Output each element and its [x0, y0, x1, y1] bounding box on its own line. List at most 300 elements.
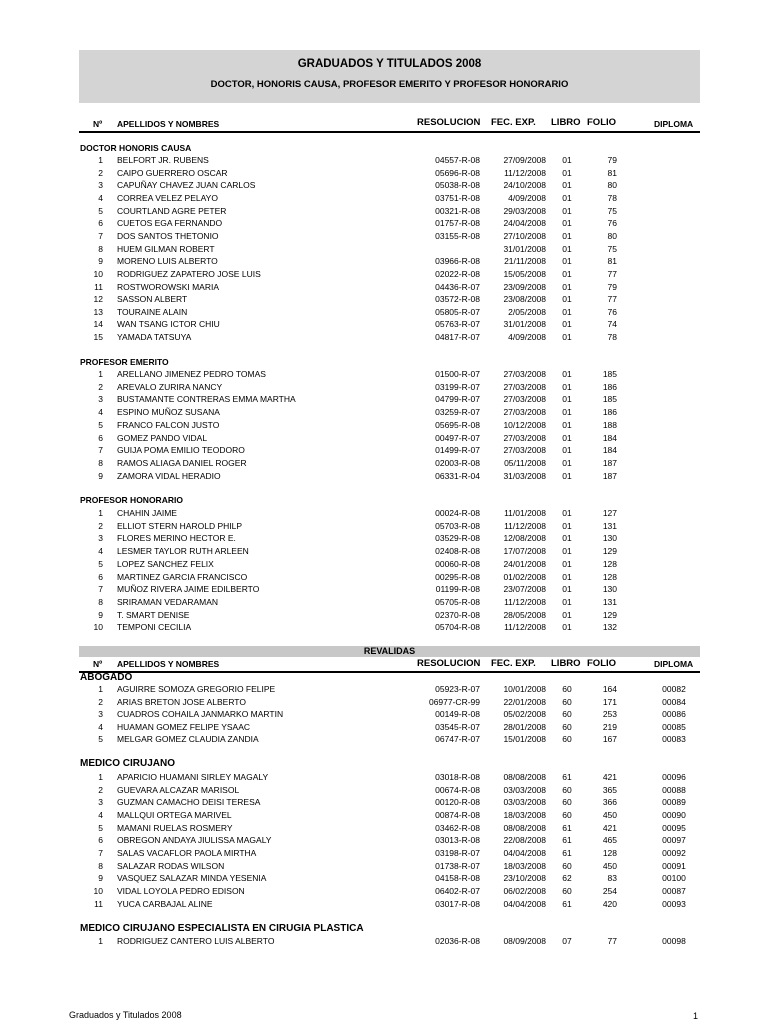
row-name: COURTLAND AGRE PETER	[117, 205, 227, 216]
row-name: CAIPO GUERRERO OSCAR	[117, 167, 228, 178]
row-diploma: 00097	[662, 835, 686, 846]
row-date: 23/08/2008	[503, 294, 546, 305]
row-resolution: 00321-R-08	[435, 205, 480, 216]
row-number: 2	[98, 696, 103, 707]
row-folio: 253	[602, 709, 617, 720]
section-heading: MEDICO CIRUJANO ESPECIALISTA EN CIRUGIA PLASTICA	[80, 923, 364, 934]
row-resolution: 03751-R-08	[435, 192, 480, 203]
row-book: 01	[562, 432, 572, 443]
row-name: RAMOS ALIAGA DANIEL ROGER	[117, 457, 247, 468]
col-diploma: DIPLOMA	[654, 659, 694, 669]
row-book: 01	[562, 520, 572, 531]
row-date: 27/03/2008	[503, 394, 546, 405]
row-diploma: 00092	[662, 847, 686, 858]
row-name: CHAHIN JAIME	[117, 508, 177, 518]
row-date: 01/02/2008	[503, 571, 546, 582]
table-row	[79, 610, 700, 622]
row-folio: 77	[607, 936, 617, 946]
col-book: LIBRO	[551, 658, 581, 669]
row-resolution: 05703-R-08	[435, 520, 480, 531]
row-date: 06/02/2008	[503, 885, 546, 896]
row-name: AGUIRRE SOMOZA GREGORIO FELIPE	[117, 684, 276, 694]
row-folio: 184	[602, 445, 617, 456]
row-folio: 186	[602, 381, 617, 392]
row-number: 8	[98, 860, 103, 871]
row-diploma: 00098	[662, 936, 686, 946]
row-folio: 219	[602, 721, 617, 732]
row-folio: 130	[602, 533, 617, 544]
row-resolution: 05805-R-07	[435, 306, 480, 317]
row-book: 60	[562, 721, 572, 732]
row-folio: 421	[602, 822, 617, 833]
row-date: 18/03/2008	[503, 860, 546, 871]
row-book: 01	[562, 319, 572, 330]
row-resolution: 05923-R-07	[435, 684, 480, 694]
table-row	[79, 597, 700, 609]
row-number: 5	[98, 558, 103, 569]
row-book: 01	[562, 470, 572, 481]
row-folio: 365	[602, 784, 617, 795]
row-number: 9	[98, 609, 103, 620]
row-name: CUADROS COHAILA JANMARKO MARTIN	[117, 709, 284, 720]
row-name: ARIAS BRETON JOSE ALBERTO	[117, 696, 246, 707]
row-book: 61	[562, 822, 572, 833]
row-book: 01	[562, 192, 572, 203]
row-name: RODRIGUEZ CANTERO LUIS ALBERTO	[117, 936, 275, 946]
row-name: TOURAINE ALAIN	[117, 306, 188, 317]
row-folio: 185	[602, 369, 617, 379]
row-number: 10	[93, 622, 103, 633]
row-number: 4	[98, 407, 103, 418]
row-date: 05/02/2008	[503, 709, 546, 720]
row-date: 22/01/2008	[503, 696, 546, 707]
row-number: 11	[94, 898, 103, 909]
col-folio: FOLIO	[587, 658, 617, 669]
table-row	[79, 709, 700, 721]
row-folio: 132	[602, 622, 617, 633]
row-resolution: 04436-R-07	[435, 281, 480, 292]
row-date: 15/01/2008	[503, 734, 546, 745]
table-row	[79, 332, 700, 344]
row-number: 10	[93, 268, 103, 279]
row-date: 11/12/2008	[504, 520, 546, 531]
row-book: 60	[562, 784, 572, 795]
row-date: 04/04/2008	[503, 898, 546, 909]
table-row	[79, 899, 700, 911]
row-resolution: 03155-R-08	[435, 230, 480, 241]
table-row	[79, 785, 700, 797]
row-diploma: 00085	[662, 721, 686, 732]
row-name: GUZMAN CAMACHO DEISI TERESA	[117, 797, 261, 808]
row-book: 01	[562, 546, 572, 557]
row-book: 01	[562, 155, 572, 165]
row-date: 11/01/2008	[504, 508, 546, 518]
row-resolution: 00497-R-07	[435, 432, 480, 443]
row-number: 9	[98, 256, 103, 267]
row-book: 07	[562, 936, 572, 946]
row-book: 01	[562, 332, 572, 343]
row-date: 24/01/2008	[503, 558, 546, 569]
table-row	[79, 797, 700, 809]
row-folio: 78	[607, 192, 617, 203]
row-resolution: 03198-R-07	[435, 847, 480, 858]
row-resolution: 06331-R-04	[435, 470, 480, 481]
row-number: 3	[98, 180, 103, 191]
row-folio: 366	[602, 797, 617, 808]
row-resolution: 03018-R-08	[435, 772, 480, 782]
row-resolution: 02036-R-08	[435, 936, 480, 946]
table-row	[79, 382, 700, 394]
row-book: 01	[562, 394, 572, 405]
row-number: 2	[98, 784, 103, 795]
table-row	[79, 861, 700, 873]
row-number: 1	[98, 684, 103, 694]
row-date: 24/10/2008	[503, 180, 546, 191]
row-folio: 76	[607, 306, 617, 317]
row-resolution: 05695-R-08	[435, 419, 480, 430]
row-name: FLORES MERINO HECTOR E.	[117, 533, 236, 544]
col-folio: FOLIO	[587, 117, 617, 128]
row-folio: 188	[602, 419, 617, 430]
row-resolution: 04817-R-07	[435, 332, 480, 343]
table-row	[79, 180, 700, 192]
row-name: LOPEZ SANCHEZ FELIX	[117, 558, 214, 569]
row-resolution: 00149-R-08	[435, 709, 480, 720]
row-folio: 167	[602, 734, 617, 745]
row-resolution: 04158-R-08	[435, 873, 480, 884]
row-date: 27/03/2008	[503, 432, 546, 443]
row-number: 3	[98, 533, 103, 544]
row-folio: 450	[602, 860, 617, 871]
row-book: 01	[562, 180, 572, 191]
row-book: 60	[562, 797, 572, 808]
row-folio: 254	[602, 885, 617, 896]
row-folio: 129	[602, 546, 617, 557]
table-row	[79, 722, 700, 734]
row-number: 2	[98, 381, 103, 392]
row-resolution: 05038-R-08	[435, 180, 480, 191]
row-folio: 128	[602, 847, 617, 858]
row-number: 10	[93, 885, 103, 896]
section-heading: MEDICO CIRUJANO	[80, 758, 176, 769]
row-resolution: 03462-R-08	[435, 822, 480, 833]
title-banner	[79, 50, 700, 103]
row-folio: 79	[607, 155, 617, 165]
section-heading: PROFESOR EMERITO	[80, 357, 169, 367]
row-name: FRANCO FALCON JUSTO	[117, 419, 220, 430]
row-resolution: 05763-R-07	[435, 319, 480, 330]
row-folio: 83	[607, 873, 617, 884]
row-date: 03/03/2008	[503, 784, 546, 795]
table-row	[79, 936, 700, 948]
row-diploma: 00089	[662, 797, 686, 808]
row-diploma: 00082	[662, 684, 686, 694]
row-number: 6	[98, 432, 103, 443]
row-number: 4	[98, 721, 103, 732]
table-row	[79, 445, 700, 457]
row-folio: 74	[607, 319, 617, 330]
row-date: 23/09/2008	[503, 281, 546, 292]
row-date: 28/05/2008	[503, 609, 546, 620]
row-diploma: 00083	[662, 734, 686, 745]
table-row	[79, 458, 700, 470]
row-book: 01	[562, 457, 572, 468]
table-row	[79, 572, 700, 584]
row-book: 62	[562, 873, 572, 884]
row-number: 9	[98, 470, 103, 481]
column-header-revalidas	[79, 658, 700, 672]
row-folio: 76	[607, 218, 617, 229]
row-name: SALAZAR RODAS WILSON	[117, 860, 225, 871]
row-book: 60	[562, 885, 572, 896]
row-name: CORREA VELEZ PELAYO	[117, 192, 218, 203]
row-resolution: 01738-R-07	[435, 860, 480, 871]
row-date: 27/03/2008	[503, 407, 546, 418]
row-diploma: 00087	[662, 885, 686, 896]
row-number: 8	[98, 243, 103, 254]
header-rule-revalidas	[79, 671, 700, 673]
table-row	[79, 508, 700, 520]
row-date: 11/12/2008	[504, 167, 546, 178]
row-book: 61	[562, 835, 572, 846]
revalidas-title: REVALIDAS	[363, 646, 416, 656]
row-name: SASSON ALBERT	[117, 294, 188, 305]
row-resolution: 00120-R-08	[435, 797, 480, 808]
row-resolution: 01499-R-07	[435, 445, 480, 456]
table-row	[79, 269, 700, 281]
row-date: 21/11/2008	[504, 256, 546, 267]
table-row	[79, 244, 700, 256]
footer-title: Graduados y Titulados 2008	[69, 1010, 182, 1020]
row-book: 01	[562, 218, 572, 229]
row-number: 1	[98, 369, 103, 379]
row-date: 2/05/2008	[508, 306, 546, 317]
row-book: 01	[562, 281, 572, 292]
row-date: 11/12/2008	[504, 622, 546, 633]
col-resolution: RESOLUCION	[417, 117, 481, 128]
row-resolution: 05704-R-08	[435, 622, 480, 633]
row-number: 8	[98, 596, 103, 607]
row-folio: 81	[607, 167, 617, 178]
row-number: 1	[98, 772, 103, 782]
row-book: 60	[562, 684, 572, 694]
col-number: Nº	[93, 659, 103, 669]
row-resolution: 02408-R-08	[435, 546, 480, 557]
row-resolution: 01500-R-07	[435, 369, 480, 379]
row-folio: 129	[602, 609, 617, 620]
table-row	[79, 307, 700, 319]
row-folio: 187	[602, 470, 617, 481]
col-name: APELLIDOS Y NOMBRES	[117, 119, 220, 129]
row-date: 15/05/2008	[503, 268, 546, 279]
row-number: 7	[98, 445, 103, 456]
row-date: 04/04/2008	[503, 847, 546, 858]
row-resolution: 02022-R-08	[435, 268, 480, 279]
row-folio: 77	[607, 294, 617, 305]
row-book: 60	[562, 809, 572, 820]
row-diploma: 00090	[662, 809, 686, 820]
row-name: SALAS VACAFLOR PAOLA MIRTHA	[117, 847, 257, 858]
page-number: 1	[693, 1011, 699, 1021]
row-diploma: 00095	[662, 822, 686, 833]
row-folio: 81	[607, 256, 617, 267]
col-name: APELLIDOS Y NOMBRES	[117, 659, 220, 669]
table-row	[79, 433, 700, 445]
row-name: ARELLANO JIMENEZ PEDRO TOMAS	[117, 369, 266, 379]
row-number: 1	[98, 936, 103, 946]
row-folio: 80	[607, 230, 617, 241]
row-number: 3	[98, 709, 103, 720]
row-name: CUETOS EGA FERNANDO	[117, 218, 223, 229]
row-number: 4	[98, 192, 103, 203]
row-name: SRIRAMAN VEDARAMAN	[117, 596, 219, 607]
table-row	[79, 848, 700, 860]
row-book: 01	[562, 205, 572, 216]
col-diploma: DIPLOMA	[654, 119, 694, 129]
row-number: 7	[98, 847, 103, 858]
row-resolution: 05696-R-08	[435, 167, 480, 178]
row-resolution: 04557-R-08	[435, 155, 480, 165]
row-resolution: 00024-R-08	[435, 508, 480, 518]
row-folio: 465	[602, 835, 617, 846]
row-name: ELLIOT STERN HAROLD PHILP	[117, 520, 243, 531]
row-diploma: 00093	[662, 898, 686, 909]
page-title: GRADUADOS Y TITULADOS 2008	[297, 58, 482, 70]
row-folio: 184	[602, 432, 617, 443]
row-resolution: 00060-R-08	[435, 558, 480, 569]
row-resolution: 01757-R-08	[435, 218, 480, 229]
row-date: 24/04/2008	[503, 218, 546, 229]
row-name: MELGAR GOMEZ CLAUDIA ZANDIA	[117, 734, 259, 745]
table-row	[79, 471, 700, 483]
row-number: 5	[98, 734, 103, 745]
row-resolution: 03013-R-08	[435, 835, 480, 846]
table-row	[79, 407, 700, 419]
table-row	[79, 584, 700, 596]
row-book: 01	[562, 306, 572, 317]
row-number: 4	[98, 546, 103, 557]
col-date: FEC. EXP.	[491, 658, 536, 669]
row-book: 01	[562, 508, 572, 518]
row-number: 8	[98, 457, 103, 468]
row-diploma: 00084	[662, 696, 686, 707]
table-row	[79, 193, 700, 205]
row-resolution: 05705-R-08	[435, 596, 480, 607]
row-name: MUÑOZ RIVERA JAIME EDILBERTO	[117, 584, 260, 595]
row-book: 60	[562, 709, 572, 720]
row-folio: 77	[607, 268, 617, 279]
row-name: MALLQUI ORTEGA MARIVEL	[117, 809, 232, 820]
row-date: 22/08/2008	[503, 835, 546, 846]
row-diploma: 00086	[662, 709, 686, 720]
row-book: 01	[562, 445, 572, 456]
table-row	[79, 823, 700, 835]
row-name: CAPUÑAY CHAVEZ JUAN CARLOS	[117, 180, 256, 191]
row-resolution: 00874-R-08	[435, 809, 480, 820]
row-number: 6	[98, 218, 103, 229]
row-name: GUEVARA ALCAZAR MARISOL	[117, 784, 240, 795]
table-row	[79, 886, 700, 898]
row-resolution: 03199-R-07	[435, 381, 480, 392]
row-name: AREVALO ZURIRA NANCY	[117, 381, 223, 392]
row-resolution: 06977-CR-99	[428, 696, 480, 707]
row-name: HUAMAN GOMEZ FELIPE YSAAC	[117, 721, 251, 732]
row-name: YAMADA TATSUYA	[117, 332, 192, 343]
row-name: ROSTWOROWSKI MARIA	[117, 281, 219, 292]
table-row	[79, 319, 700, 331]
table-row	[79, 218, 700, 230]
row-date: 23/07/2008	[503, 584, 546, 595]
table-row	[79, 835, 700, 847]
row-diploma: 00091	[662, 860, 686, 871]
row-name: WAN TSANG ICTOR CHIU	[117, 319, 220, 330]
row-book: 61	[562, 847, 572, 858]
row-number: 2	[98, 167, 103, 178]
table-row	[79, 810, 700, 822]
row-date: 18/03/2008	[503, 809, 546, 820]
row-resolution: 01199-R-08	[435, 584, 480, 595]
row-number: 5	[98, 419, 103, 430]
table-row	[79, 521, 700, 533]
table-row	[79, 684, 700, 696]
row-book: 01	[562, 533, 572, 544]
section-heading: ABOGADO	[80, 672, 133, 683]
page-subtitle: DOCTOR, HONORIS CAUSA, PROFESOR EMERITO Y PROFESOR HONORARIO	[210, 79, 569, 90]
row-number: 11	[94, 281, 103, 292]
row-name: VASQUEZ SALAZAR MINDA YESENIA	[117, 873, 267, 884]
row-number: 1	[98, 155, 103, 165]
row-resolution: 03545-R-07	[435, 721, 480, 732]
row-date: 08/08/2008	[503, 772, 546, 782]
row-date: 28/01/2008	[503, 721, 546, 732]
table-row	[79, 231, 700, 243]
row-folio: 79	[607, 281, 617, 292]
row-book: 01	[562, 167, 572, 178]
row-folio: 131	[602, 596, 617, 607]
row-name: MORENO LUIS ALBERTO	[117, 256, 218, 267]
row-number: 7	[98, 584, 103, 595]
row-name: VIDAL LOYOLA PEDRO EDISON	[117, 885, 245, 896]
table-row	[79, 697, 700, 709]
row-name: DOS SANTOS THETONIO	[117, 230, 219, 241]
table-row	[79, 533, 700, 545]
table-row	[79, 282, 700, 294]
row-resolution: 00295-R-08	[435, 571, 480, 582]
table-row	[79, 294, 700, 306]
row-resolution: 06402-R-07	[435, 885, 480, 896]
row-number: 7	[98, 230, 103, 241]
row-book: 60	[562, 696, 572, 707]
row-book: 01	[562, 419, 572, 430]
table-row	[79, 546, 700, 558]
row-book: 01	[562, 243, 572, 254]
row-date: 31/03/2008	[503, 470, 546, 481]
row-diploma: 00100	[662, 873, 686, 884]
row-date: 31/01/2008	[503, 243, 546, 254]
row-book: 01	[562, 584, 572, 595]
row-book: 01	[562, 596, 572, 607]
table-row	[79, 873, 700, 885]
row-date: 31/01/2008	[503, 319, 546, 330]
table-row	[79, 559, 700, 571]
row-name: MAMANI RUELAS ROSMERY	[117, 822, 233, 833]
row-resolution: 03529-R-08	[435, 533, 480, 544]
row-name: YUCA CARBAJAL ALINE	[117, 898, 213, 909]
table-row	[79, 772, 700, 784]
row-number: 13	[93, 306, 103, 317]
row-number: 14	[93, 319, 103, 330]
row-resolution: 04799-R-07	[435, 394, 480, 405]
